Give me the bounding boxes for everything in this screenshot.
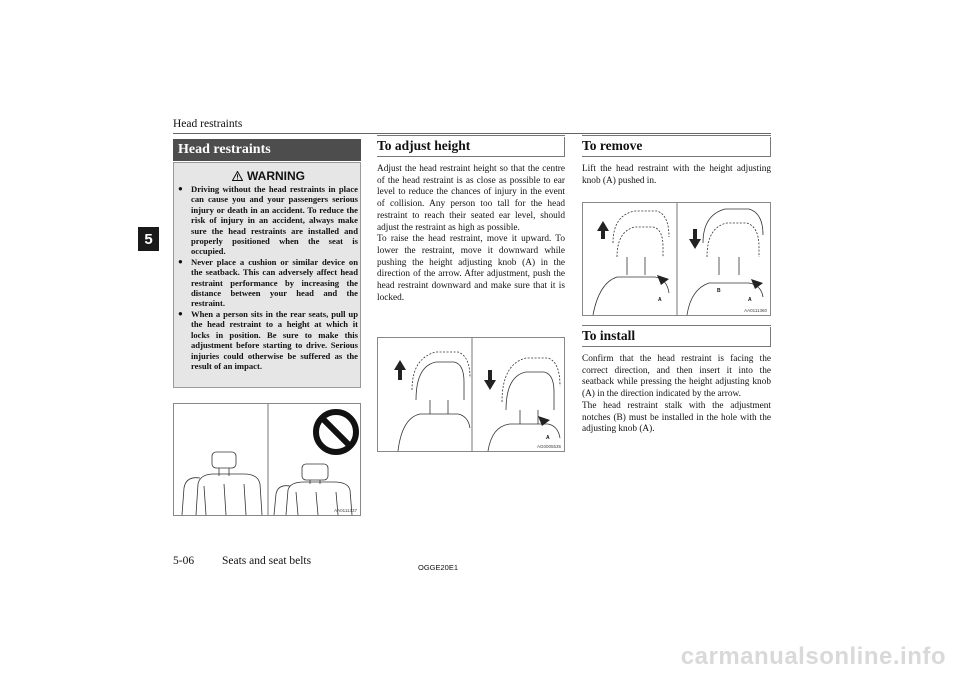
footer-code: OGGE20E1 [418, 563, 459, 572]
bullet-icon: ● [178, 184, 183, 193]
bullet-icon: ● [178, 308, 183, 318]
heading-text: To adjust height [377, 138, 471, 153]
paragraph: To raise the head restraint, move it upward. To lower the restraint, move it downward while pushing the height adjusting knob (A) in the direction of the arrow. After adjustment, push the head restraint downward and make sure that it is locked. [377, 234, 565, 303]
heading-text: To install [582, 328, 636, 343]
label-b: B [717, 288, 721, 294]
bullet-icon: ● [178, 256, 183, 266]
footer-section: Seats and seat belts [222, 555, 312, 567]
rear-seat-drawing [174, 404, 360, 515]
running-header: Head restraints [173, 118, 243, 130]
image-code: AA0111360 [744, 308, 767, 313]
warning-item [178, 309, 358, 371]
up-arrow-icon [394, 360, 406, 380]
headrest-adjust-drawing [378, 338, 564, 451]
install-text [582, 354, 771, 436]
heading-install [582, 325, 771, 347]
rear-seat-illustration [173, 403, 361, 516]
warning-label: WARNING [247, 169, 305, 183]
warning-text: Driving without the head restraints in place can cause you and your passengers serious injury or death in an accident. To reduce the risk of injury in an accident, always make sure the head restraints are installed and properly positioned when the seat is occupied. [191, 184, 358, 257]
adjust-height-text [377, 164, 565, 304]
remove-text: Lift the head restraint with the height adjusting knob (A) pushed in. [582, 164, 771, 186]
remove-illustration [582, 202, 771, 316]
paragraph: Adjust the head restraint height so that the centre of the head restraint is as close as possible to ear level to reduce the chances of injury in the event of collision. Any person too tall for the head restraint to reach their seated ear level, should adjust the restraint as high as possible. [377, 164, 565, 233]
heading-bar [770, 137, 771, 157]
label-a: A [748, 297, 752, 303]
warning-item [178, 184, 358, 257]
warning-triangle-icon [232, 171, 243, 181]
header-rule [173, 133, 771, 134]
page-number: 5-06 [173, 555, 195, 567]
warning-text: When a person sits in the rear seats, pull up the head restraint to a height at which it locks in position. Be sure to make this adjustment before starting to drive. Serious injuries could otherwise be suffered as the result of an impact. [191, 308, 358, 371]
heading-bar [564, 137, 565, 157]
warning-list [178, 184, 358, 371]
prohibition-icon [316, 412, 356, 452]
warning-text: Never place a cushion or similar device on the seatback. This can adversely affect head restraint performance by increasing the distance between your head and the restraint. [191, 256, 358, 309]
image-code: AG0005535 [536, 444, 561, 449]
paragraph: Confirm that the head restraint is facing the correct direction, and then insert it into the seatback while pressing the height adjusting knob (A) in the direction indicated by the arrow. [582, 354, 771, 400]
image-code: AA0111337 [334, 508, 357, 513]
heading-text: To remove [582, 138, 643, 153]
up-arrow-icon [597, 221, 609, 239]
down-arrow-icon [689, 229, 701, 249]
warning-item [178, 257, 358, 309]
section-title: Head restraints [173, 139, 361, 161]
chapter-tab: 5 [138, 227, 159, 251]
watermark: carmanualsonline.info [680, 643, 946, 670]
headrest-remove-drawing [583, 203, 770, 315]
label-a: A [546, 435, 550, 441]
heading-adjust-height [377, 135, 565, 157]
label-a: A [658, 297, 662, 303]
heading-remove [582, 135, 771, 157]
heading-bar [770, 327, 771, 347]
adjust-height-illustration [377, 337, 565, 452]
down-arrow-icon [484, 370, 496, 390]
paragraph: The head restraint stalk with the adjustment notches (B) must be installed in the hole with the adjusting knob (A). [582, 400, 771, 435]
warning-heading [232, 169, 305, 183]
